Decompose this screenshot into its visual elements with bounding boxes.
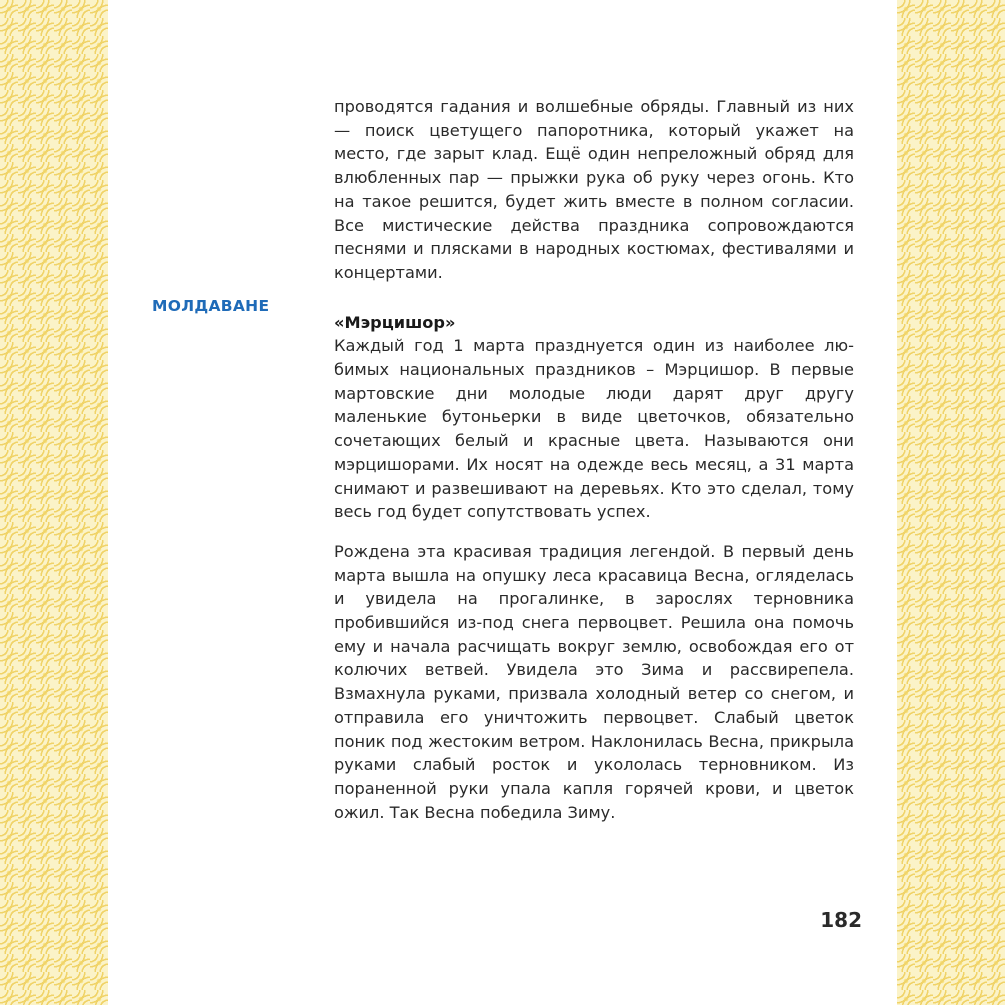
paragraph-holiday: Каждый год 1 марта празднуется один из наиболее любимых национальных праздников – Мэрцишор. В первые мартовские дни молодые люди дарят друг другу маленькие бутоньерки в виде цветочков, обязательно сочетающих белый и красные цвета. Называются они мэрцишорами. Их носят на одежде весь месяц, а 31 марта снимают и развешивают на деревьях. Кто это сделал, тому весь год будет сопутствовать успех. (334, 336, 854, 522)
decorative-border-right (897, 0, 1005, 1005)
page-body (334, 95, 854, 840)
paragraph-legend: Рождена эта красивая традиция легендой. В первый день марта вышла на опушку леса красавица Весна, огляделась и увидела на прогалинке, в зарослях терновника пробившийся из-под снега первоцвет. Решила она помочь ему и начала расчищать вокруг землю, освобождая его от колючих ветвей. Увидела это Зима и рассвирепела. Взмахнула руками, призвала холодный ветер со снегом, и отправила его уничтожить первоцвет. Слабый цветок поник под жестоким ветром. Наклонилась Весна, прикрыла руками слабый росток и укололась терновником. Из пораненной руки упала капля горячей крови, и цветок ожил. Так Весна победила Зиму. (334, 541, 854, 822)
page-number: 182 (820, 908, 862, 932)
section-country-label: МОЛДАВАНЕ (152, 297, 270, 315)
decorative-border-left (0, 0, 108, 1005)
paragraph-intro: проводятся гадания и волшебные обряды. Главный из них — поиск цветущего папоротника, который укажет на место, где зарыт клад. Ещё один непреложный обряд для влюбленных пар — прыжки рука об руку через огонь. Кто на такое решится, будет жить вместе в полном согласии. Все мистические действа праздника сопровождаются песнями и плясками в народных костюмах, фестивалями и концертами. (334, 97, 854, 282)
section-title: «Мэрцишор» (334, 312, 456, 332)
